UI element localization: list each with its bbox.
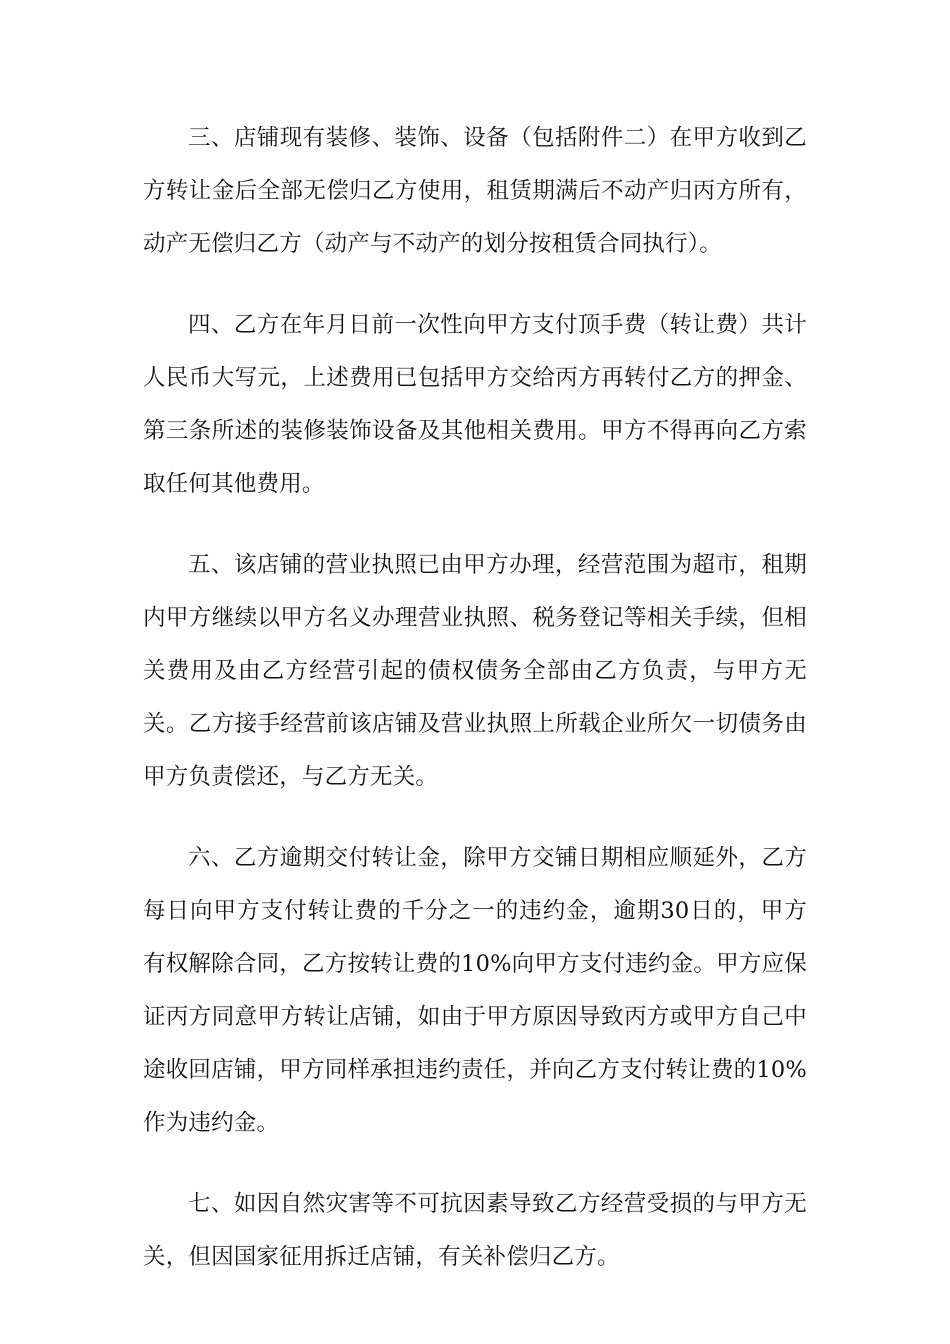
clause-5-paragraph: 五、该店铺的营业执照已由甲方办理，经营范围为超市，租期内甲方继续以甲方名义办理营业执照、税务登记等相关手续，但相关费用及由乙方经营引起的债权债务全部由乙方负责，与甲方无关。乙方接手经营前该店铺及营业执照上所载企业所欠一切债务由甲方负责偿还，与乙方无关。 (143, 552, 807, 790)
clause-6-paragraph: 六、乙方逾期交付转让金，除甲方交铺日期相应顺延外，乙方每日向甲方支付转让费的千分之一的违约金，逾期30日的，甲方有权解除合同，乙方按转让费的10%向甲方支付违约金。甲方应保证丙方同意甲方转让店铺，如由于甲方原因导致丙方或甲方自己中途收回店铺，甲方同样承担违约责任，并向乙方支付转让费的10%作为违约金。 (143, 845, 807, 1136)
clause-4-paragraph: 四、乙方在年月日前一次性向甲方支付顶手费（转让费）共计人民币大写元，上述费用已包括甲方交给丙方再转付乙方的押金、第三条所述的装修装饰设备及其他相关费用。甲方不得再向乙方索取任何其他费用。 (143, 312, 807, 497)
clause-7-paragraph: 七、如因自然灾害等不可抗因素导致乙方经营受损的与甲方无关，但因国家征用拆迁店铺，有关补偿归乙方。 (143, 1191, 807, 1270)
document-body (143, 112, 807, 1312)
clause-3-paragraph: 三、店铺现有装修、装饰、设备（包括附件二）在甲方收到乙方转让金后全部无偿归乙方使用，租赁期满后不动产归丙方所有，动产无偿归乙方（动产与不动产的划分按租赁合同执行）。 (143, 125, 807, 257)
